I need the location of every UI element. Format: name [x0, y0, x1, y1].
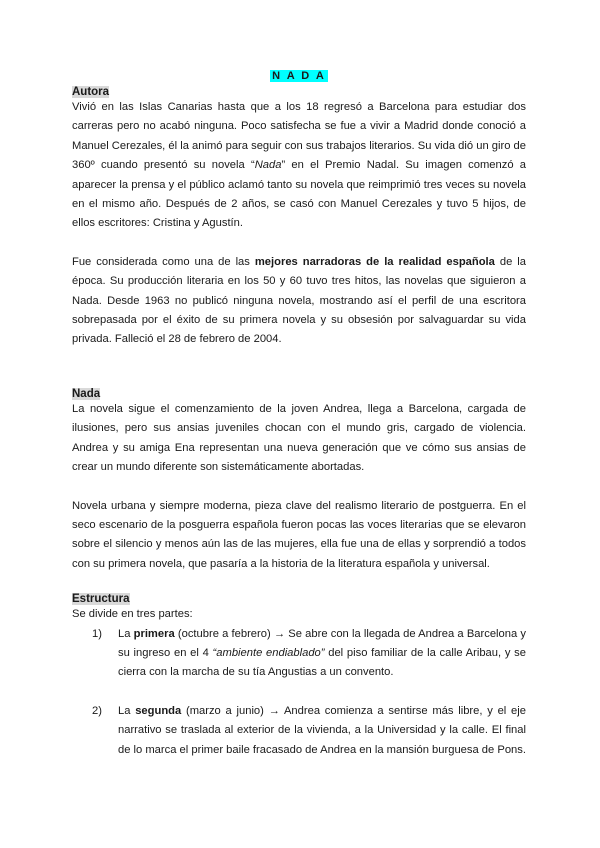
section-heading-estructura: Estructura — [72, 593, 130, 606]
section-heading-nada: Nada — [72, 387, 101, 400]
document-title: N A D A — [272, 70, 326, 82]
nada-paragraph-1: La novela sigue el comenzamiento de la joven Andrea, llega a Barcelona, cargada de ilusiones, pero sus ansias juveniles chocan con el mundo gris, cargado de violencia. Andrea y su amiga Ena representan una nueva generación que ve cómo sus ansias de crear un mundo diferente son sistemáticamente abortadas. — [72, 402, 526, 474]
section-heading-autora: Autora — [72, 86, 110, 98]
document-page — [72, 70, 526, 760]
autora-paragraph-2: Fue considerada como una de las mejores narradoras de la realidad española de la época. Su producción literaria en los 50 y 60 tuvo tres hitos, las novelas que siguieron a Nada. Desde 1963 no publicó ninguna novela, mostrando así el perfil de una escritora sobrepasada por el éxito de su primera novela y su obsesión por salvaguardar su vida privada. Falleció el 28 de febrero de 2004. — [72, 255, 526, 346]
list-item: 2) La segunda (marzo a junio) → Andrea comienza a sentirse más libre, y el eje narrativo se traslada al exterior de la vivienda, a la Universidad y la calle. El final de lo marca el primer baile fracasado de Andrea en la mansión burguesa de Pons. — [92, 704, 526, 756]
estructura-intro: Se divide en tres partes: — [72, 608, 193, 621]
autora-paragraph-1: Vivió en las Islas Canarias hasta que a los 18 regresó a Barcelona para estudiar dos carreras pero no acabó ninguna. Poco satisfecha se fue a vivir a Madrid donde conoció a Manuel Cerezales, él la animó para seguir con sus trabajos literarios. Su vida dió un giro de 360º cuando presentó su novela “Nada” en el Premio Nadal. Su imagen comenzó a aparecer la prensa y el público aclamó tanto su novela que reimprimió tres veces su novela en el mismo año. Después de 2 años, se casó con Manuel Cerezales y tuvo 5 hijos, de ellos escritores: Cristina y Agustín. — [72, 101, 527, 230]
list-item: 1) La primera (octubre a febrero) → Se abre con la llegada de Andrea a Barcelona y su ingreso en el 4 “ambiente endiablado” del piso familiar de la calle Aribau, y se cierra con la marcha de su tía Angustias a un convento. — [92, 627, 526, 679]
estructura-list — [72, 625, 526, 760]
nada-paragraph-2: Novela urbana y siempre moderna, pieza clave del realismo literario de postguerra. En el seco escenario de la posguerra española fueron pocas las voces literarias que se elevaron sobre el silencio y menos aún las de las mujeres, ella fue una de ellas y sorprendió a todos con su primera novela, que pasaría a la historia de la literatura española y universal. — [72, 499, 526, 570]
